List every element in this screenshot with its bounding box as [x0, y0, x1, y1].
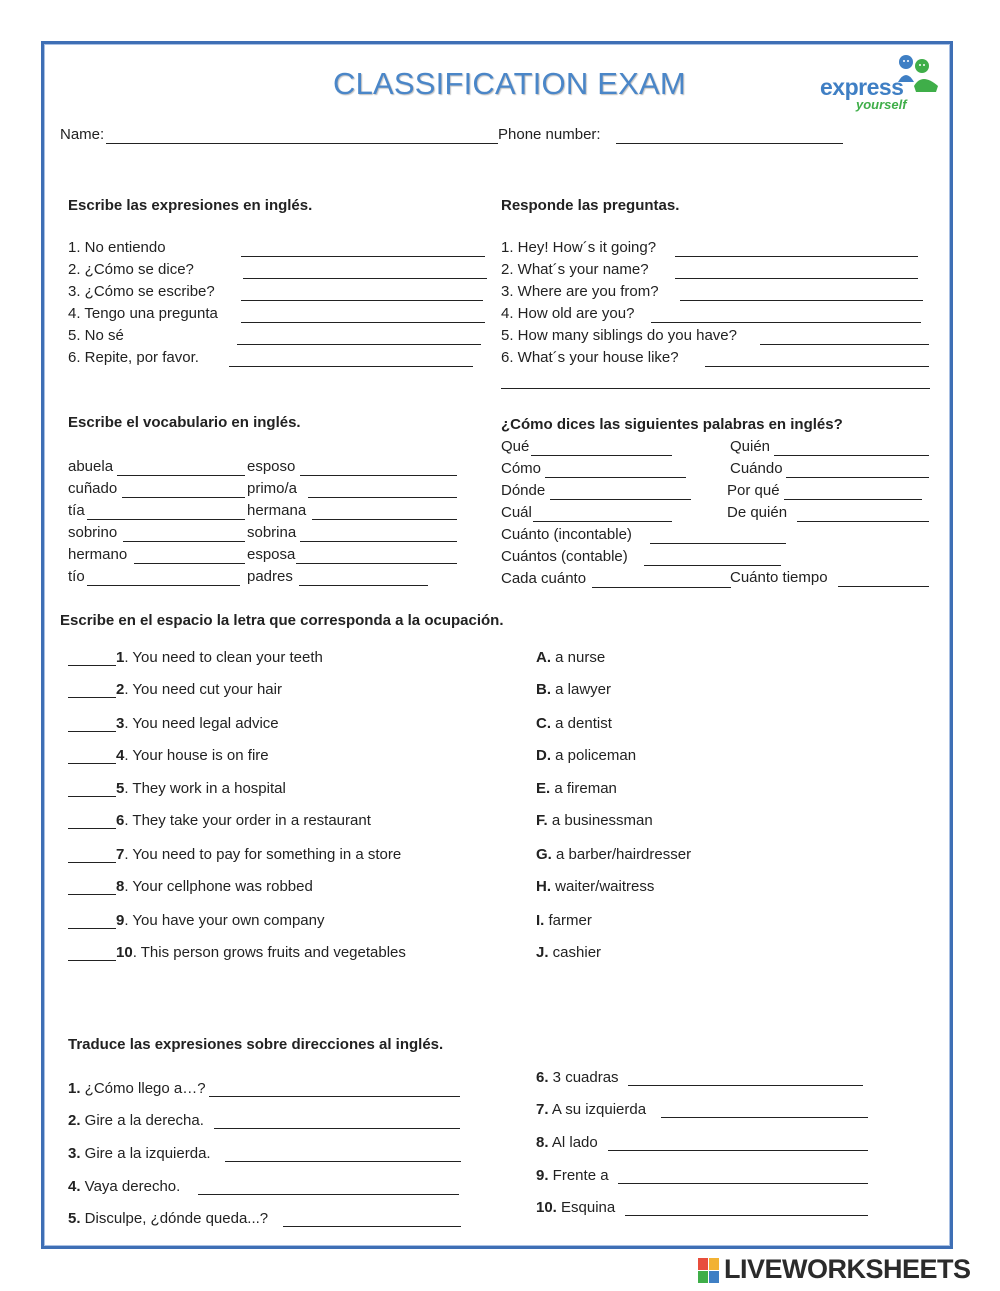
match-item-text: . You need to pay for something in a store — [124, 846, 402, 863]
directions-number: 6. — [536, 1069, 549, 1086]
match-item-number: 7 — [116, 846, 125, 863]
answer-line[interactable] — [241, 322, 485, 323]
match-item-number: 1 — [116, 649, 125, 666]
directions-item — [536, 1199, 615, 1217]
option-letter: E. — [536, 780, 551, 797]
answer-line[interactable] — [625, 1215, 868, 1216]
option-text: a lawyer — [551, 681, 612, 698]
section2-item: 4. How old are you? — [501, 305, 635, 322]
answer-line[interactable] — [618, 1183, 868, 1184]
match-item-text: . Your cellphone was robbed — [124, 878, 313, 895]
match-item-number: 10 — [116, 944, 133, 961]
section1-item: 2. ¿Cómo se dice? — [68, 261, 194, 278]
logo-word-express: express — [820, 74, 904, 100]
answer-line[interactable] — [550, 499, 691, 500]
answer-line[interactable] — [87, 585, 240, 586]
question-word: Cuándo — [730, 460, 783, 477]
answer-line[interactable] — [661, 1117, 868, 1118]
answer-line[interactable] — [241, 300, 483, 301]
vocab-item: tía — [68, 502, 85, 519]
occupation-option — [536, 780, 617, 798]
match-item-number: 6 — [116, 812, 125, 829]
answer-line[interactable] — [225, 1161, 461, 1162]
answer-line[interactable] — [198, 1194, 459, 1195]
name-field[interactable] — [106, 143, 498, 144]
directions-item — [536, 1167, 609, 1185]
match-item — [116, 812, 371, 830]
answer-line[interactable] — [241, 256, 485, 257]
answer-line[interactable] — [531, 455, 672, 456]
directions-item — [536, 1101, 646, 1119]
section2-item: 3. Where are you from? — [501, 283, 659, 300]
question-word: Dónde — [501, 482, 546, 499]
liveworksheets-brand: LIVEWORKSHEETS — [724, 1254, 971, 1284]
answer-line[interactable] — [838, 586, 929, 587]
answer-line[interactable] — [134, 563, 245, 564]
option-letter: A. — [536, 649, 551, 666]
occupation-option — [536, 681, 611, 699]
directions-number: 8. — [536, 1134, 549, 1151]
directions-number: 5. — [68, 1210, 81, 1227]
section2-item: 1. Hey! How´s it going? — [501, 239, 657, 256]
occupation-option — [536, 846, 691, 864]
match-item-text: . This person grows fruits and vegetables — [132, 944, 406, 961]
directions-number: 1. — [68, 1080, 81, 1097]
option-letter: B. — [536, 681, 551, 698]
logo-word-yourself: yourself — [856, 97, 907, 112]
answer-line[interactable] — [214, 1128, 460, 1129]
option-text: a nurse — [551, 649, 606, 666]
phone-label: Phone number: — [498, 126, 601, 143]
match-item-text: . You need legal advice — [124, 715, 279, 732]
option-letter: I. — [536, 912, 545, 929]
match-item-number: 5 — [116, 780, 125, 797]
occupation-option — [536, 812, 653, 830]
answer-line[interactable] — [122, 497, 245, 498]
match-item — [116, 681, 282, 699]
answer-line[interactable] — [296, 563, 457, 564]
directions-item — [68, 1112, 204, 1130]
section4-heading: ¿Cómo dices las siguientes palabras en inglés? — [501, 416, 843, 433]
directions-text: Al lado — [548, 1134, 598, 1151]
page-title: CLASSIFICATION EXAM — [333, 66, 686, 101]
directions-text: Esquina — [556, 1199, 616, 1216]
directions-text: Gire a la derecha. — [80, 1112, 204, 1129]
section6-heading: Traduce las expresiones sobre direcciones al inglés. — [68, 1036, 444, 1053]
option-text: cashier — [548, 944, 602, 961]
match-item — [116, 649, 323, 667]
answer-line[interactable] — [237, 344, 481, 345]
vocab-item: tío — [68, 568, 85, 585]
directions-item — [68, 1145, 211, 1163]
match-item-number: 9 — [116, 912, 125, 929]
directions-text: Disculpe, ¿dónde queda...? — [80, 1210, 269, 1227]
vocab-item: sobrino — [68, 524, 118, 541]
directions-number: 2. — [68, 1112, 81, 1129]
question-word: Cuánto tiempo — [730, 569, 828, 586]
match-item-number: 4 — [116, 747, 125, 764]
option-letter: D. — [536, 747, 551, 764]
question-word: Cuántos (contable) — [501, 548, 628, 565]
match-item-number: 8 — [116, 878, 125, 895]
letter-blank[interactable] — [68, 894, 116, 895]
answer-line[interactable] — [209, 1096, 460, 1097]
vocab-item: hermano — [68, 546, 128, 563]
question-word: Cuál — [501, 504, 532, 521]
match-item-text: . You need to clean your teeth — [124, 649, 323, 666]
occupation-option — [536, 878, 654, 896]
section1-item: 3. ¿Cómo se escribe? — [68, 283, 215, 300]
question-word: Por qué — [727, 482, 780, 499]
option-letter: J. — [536, 944, 549, 961]
answer-line[interactable] — [797, 521, 929, 522]
occupation-option — [536, 912, 592, 930]
answer-line[interactable] — [680, 300, 923, 301]
answer-line[interactable] — [243, 278, 487, 279]
answer-line[interactable] — [300, 475, 457, 476]
directions-text: A su izquierda — [548, 1101, 647, 1118]
occupation-option — [536, 747, 636, 765]
vocab-item: cuñado — [68, 480, 118, 497]
directions-number: 10. — [536, 1199, 557, 1216]
section1-item: 1. No entiendo — [68, 239, 166, 256]
vocab-item: abuela — [68, 458, 114, 475]
directions-item — [68, 1178, 180, 1196]
option-text: a policeman — [551, 747, 637, 764]
answer-line[interactable] — [283, 1226, 461, 1227]
name-label: Name: — [60, 126, 105, 143]
answer-line[interactable] — [592, 587, 731, 588]
letter-blank[interactable] — [68, 862, 116, 863]
answer-line[interactable] — [651, 322, 921, 323]
directions-text: Gire a la izquierda. — [80, 1145, 211, 1162]
question-word: Cómo — [501, 460, 542, 477]
answer-line[interactable] — [299, 585, 428, 586]
option-text: a fireman — [550, 780, 617, 797]
answer-line[interactable] — [123, 541, 245, 542]
directions-item — [536, 1134, 598, 1152]
match-item — [116, 944, 406, 962]
answer-line[interactable] — [675, 278, 918, 279]
directions-item — [536, 1069, 619, 1087]
answer-line[interactable] — [117, 475, 245, 476]
vocab-item: padres — [247, 568, 293, 585]
option-text: a barber/hairdresser — [551, 846, 692, 863]
answer-line-extra[interactable] — [501, 388, 930, 389]
option-letter: F. — [536, 812, 548, 829]
match-item — [116, 912, 324, 930]
match-item-text: . They work in a hospital — [124, 780, 286, 797]
directions-text: 3 cuadras — [548, 1069, 619, 1086]
directions-number: 9. — [536, 1167, 549, 1184]
directions-text: Vaya derecho. — [80, 1178, 181, 1195]
answer-line[interactable] — [784, 499, 922, 500]
answer-line[interactable] — [87, 519, 245, 520]
occupation-option — [536, 649, 605, 667]
match-item-number: 2 — [116, 681, 125, 698]
directions-item — [68, 1080, 206, 1098]
occupation-option — [536, 715, 612, 733]
answer-line[interactable] — [774, 455, 929, 456]
answer-line[interactable] — [628, 1085, 863, 1086]
match-item — [116, 780, 286, 798]
option-text: a businessman — [547, 812, 653, 829]
answer-line[interactable] — [533, 521, 672, 522]
answer-line[interactable] — [760, 344, 929, 345]
option-text: farmer — [544, 912, 592, 929]
letter-blank[interactable] — [68, 928, 116, 929]
section5-heading: Escribe en el espacio la letra que corresponda a la ocupación. — [60, 612, 504, 629]
option-letter: C. — [536, 715, 551, 732]
question-word: Cada cuánto — [501, 570, 587, 587]
express-yourself-logo — [818, 52, 942, 114]
directions-text: ¿Cómo llego a…? — [80, 1080, 206, 1097]
section2-item: 6. What´s your house like? — [501, 349, 679, 366]
letter-blank[interactable] — [68, 731, 116, 732]
section2-item: 2. What´s your name? — [501, 261, 649, 278]
match-item — [116, 846, 401, 864]
answer-line[interactable] — [308, 497, 457, 498]
question-word: Qué — [501, 438, 530, 455]
vocab-item: hermana — [247, 502, 307, 519]
section1-item: 6. Repite, por favor. — [68, 349, 199, 366]
answer-line[interactable] — [545, 477, 686, 478]
option-text: waiter/waitress — [551, 878, 655, 895]
match-item-text: . You have your own company — [124, 912, 325, 929]
match-item — [116, 715, 279, 733]
question-word: Cuánto (incontable) — [501, 526, 632, 543]
section3-heading: Escribe el vocabulario en inglés. — [68, 414, 301, 431]
question-word: De quién — [727, 504, 788, 521]
option-letter: G. — [536, 846, 552, 863]
question-word: Quién — [730, 438, 771, 455]
page-border — [41, 41, 953, 1249]
section1-heading: Escribe las expresiones en inglés. — [68, 197, 313, 214]
vocab-item: sobrina — [247, 524, 297, 541]
vocab-item: primo/a — [247, 480, 298, 497]
section1-item: 5. No sé — [68, 327, 124, 344]
match-item-text: . You need cut your hair — [124, 681, 282, 698]
match-item-number: 3 — [116, 715, 125, 732]
letter-blank[interactable] — [68, 828, 116, 829]
match-item-text: . They take your order in a restaurant — [124, 812, 371, 829]
answer-line[interactable] — [705, 366, 929, 367]
answer-line[interactable] — [786, 477, 929, 478]
match-item — [116, 878, 313, 896]
match-item-text: . Your house is on fire — [124, 747, 269, 764]
option-letter: H. — [536, 878, 551, 895]
section2-heading: Responde las preguntas. — [501, 197, 680, 214]
section1-item: 4. Tengo una pregunta — [68, 305, 218, 322]
directions-number: 7. — [536, 1101, 549, 1118]
vocab-item: esposo — [247, 458, 296, 475]
letter-blank[interactable] — [68, 763, 116, 764]
letter-blank[interactable] — [68, 665, 116, 666]
answer-line[interactable] — [229, 366, 473, 367]
answer-line[interactable] — [312, 519, 457, 520]
directions-number: 3. — [68, 1145, 81, 1162]
letter-blank[interactable] — [68, 697, 116, 698]
letter-blank[interactable] — [68, 960, 116, 961]
answer-line[interactable] — [608, 1150, 868, 1151]
option-text: a dentist — [551, 715, 612, 732]
liveworksheets-logo-icon — [698, 1258, 720, 1284]
directions-text: Frente a — [548, 1167, 609, 1184]
answer-line[interactable] — [650, 543, 786, 544]
directions-number: 4. — [68, 1178, 81, 1195]
phone-field[interactable] — [616, 143, 843, 144]
letter-blank[interactable] — [68, 796, 116, 797]
answer-line[interactable] — [644, 565, 781, 566]
directions-item — [68, 1210, 268, 1228]
match-item — [116, 747, 269, 765]
answer-line[interactable] — [675, 256, 918, 257]
occupation-option — [536, 944, 601, 962]
vocab-item: esposa — [247, 546, 296, 563]
section2-item: 5. How many siblings do you have? — [501, 327, 737, 344]
answer-line[interactable] — [300, 541, 457, 542]
